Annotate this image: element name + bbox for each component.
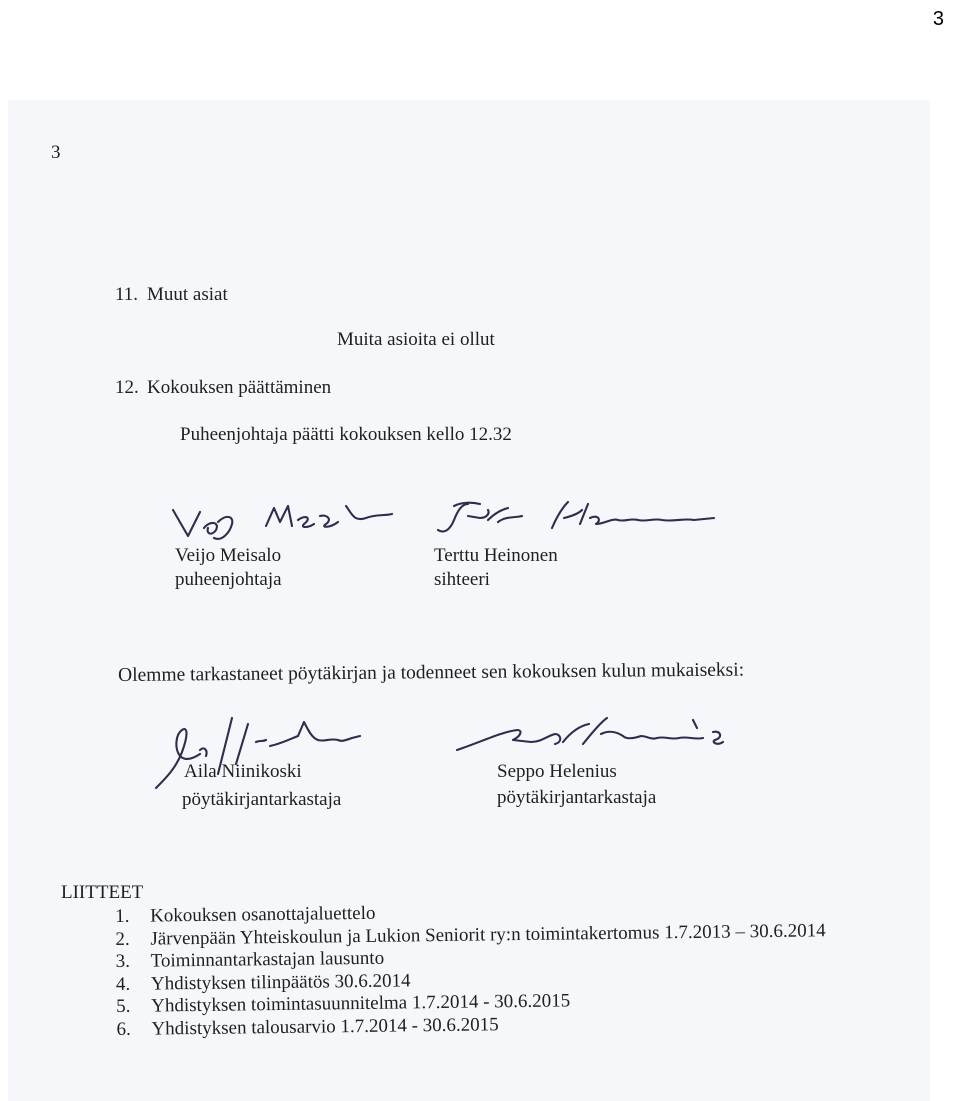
attachment-item: 2. Järvenpään Yhteiskoulun ja Lukion Seniorit ry:n toimintakertomus 1.7.2013 – 30.6.2014 (115, 919, 826, 950)
attachment-item: 5. Yhdistyksen toimintasuunnitelma 1.7.2014 - 30.6.2015 (116, 990, 571, 1017)
section-12-body: Puheenjohtaja päätti kokouksen kello 12.32 (180, 424, 512, 445)
attachment-item: 3. Toiminnantarkastajan lausunto (115, 947, 385, 972)
attachments-heading: LIITTEET (61, 882, 144, 903)
signature-veijo-meisalo (170, 500, 410, 550)
secretary-role: sihteeri (434, 569, 490, 590)
section-12-title: Kokouksen päättäminen (147, 377, 332, 398)
verifier-1-name: Aila Niinikoski (184, 761, 302, 782)
page-number: 3 (932, 8, 944, 30)
scan-page-number: 3 (51, 142, 61, 163)
section-11-title: Muut asiat (147, 284, 228, 305)
chair-role: puheenjohtaja (175, 569, 282, 590)
section-11-number: 11. (115, 284, 139, 305)
section-12-number: 12. (115, 377, 139, 398)
chair-name: Veijo Meisalo (175, 545, 282, 566)
signature-seppo-helenius (451, 712, 741, 768)
section-11-body: Muita asioita ei ollut (337, 329, 495, 350)
signature-terttu-heinonen (428, 496, 728, 548)
section-11-heading (115, 285, 228, 304)
section-12-heading (115, 378, 331, 397)
attachment-item: 4. Yhdistyksen tilinpäätös 30.6.2014 (115, 969, 411, 995)
secretary-name: Terttu Heinonen (434, 545, 558, 566)
verification-statement: Olemme tarkastaneet pöytäkirjan ja todenneet sen kokouksen kulun mukaiseksi: (117, 659, 745, 686)
verifier-1-role: pöytäkirjantarkastaja (182, 789, 342, 810)
attachments-list (115, 897, 827, 1041)
attachment-item: 6. Yhdistyksen talousarvio 1.7.2014 - 30.6.2015 (116, 1013, 499, 1040)
signature-aila-niinikoski (148, 712, 378, 796)
verifier-2-role: pöytäkirjantarkastaja (497, 787, 657, 808)
verifier-2-name: Seppo Helenius (497, 761, 617, 782)
attachment-item: 1. Kokouksen osanottajaluettelo (115, 902, 376, 927)
